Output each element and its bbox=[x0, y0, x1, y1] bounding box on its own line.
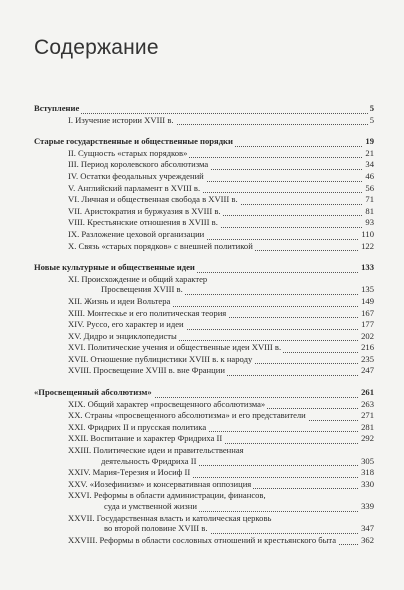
toc-entry[interactable] bbox=[104, 522, 374, 534]
toc-entry[interactable] bbox=[68, 398, 374, 410]
toc-entry-title: XXVI. Реформы в области администрации, финансов, bbox=[68, 490, 266, 501]
toc-entry-title: Вступление bbox=[34, 103, 80, 113]
toc-entry-title: «Просвещенный абсолютизм» bbox=[34, 387, 152, 398]
toc-page-number: 318 bbox=[361, 467, 374, 478]
toc-page-number: 149 bbox=[361, 295, 374, 306]
toc-entry[interactable] bbox=[68, 170, 374, 182]
toc-page-number: 202 bbox=[361, 330, 374, 341]
page-title: Содержание bbox=[34, 36, 159, 59]
toc-section[interactable] bbox=[34, 261, 374, 273]
toc-entry-title: XVI. Политические учения и общественные идеи XVIII в. bbox=[68, 342, 282, 353]
toc-entry-title: I. Изучение истории XVIII в. bbox=[68, 114, 174, 125]
toc-page-number: 122 bbox=[361, 240, 374, 251]
toc-entry[interactable] bbox=[68, 330, 374, 342]
toc-entry-title: XI. Происхождение и общий характер bbox=[68, 273, 208, 284]
toc-entry-title: V. Английский парламент в XVIII в. bbox=[68, 182, 201, 193]
toc-entry-title: XXI. Фридрих II и прусская политика bbox=[68, 421, 207, 432]
toc-entry-title: XXIII. Политические идеи и правительственная bbox=[68, 445, 244, 456]
toc-entry-title: XIV. Руссо, его характер и идеи bbox=[68, 319, 184, 330]
toc-entry-title: XXII. Воспитание и характер Фридриха II bbox=[68, 433, 223, 444]
toc-entry-title: во второй половине XVIII в. bbox=[104, 523, 208, 534]
toc-page-number: 177 bbox=[361, 319, 374, 330]
toc-entry[interactable] bbox=[68, 307, 374, 319]
toc-entry[interactable] bbox=[68, 147, 374, 159]
toc-page-number: 362 bbox=[361, 534, 374, 545]
toc-entry-title: IX. Разложение цеховой организации bbox=[68, 228, 205, 239]
toc-page-number: 133 bbox=[361, 262, 374, 273]
toc-entry[interactable] bbox=[68, 364, 374, 376]
toc-page-number: 330 bbox=[361, 478, 374, 489]
toc-entry-title: VI. Личная и общественная свобода в XVIII в. bbox=[68, 194, 238, 205]
section-gap bbox=[34, 376, 374, 386]
section-gap bbox=[34, 125, 374, 135]
toc-entry[interactable] bbox=[101, 283, 374, 295]
toc-entry[interactable] bbox=[68, 158, 374, 170]
toc-entry-title: XVII. Отношение публицистики XVIII в. к народу bbox=[68, 353, 253, 364]
toc-entry-title: II. Сущность «старых порядков» bbox=[68, 147, 188, 158]
toc-page-number: 93 bbox=[365, 217, 374, 228]
toc-entry[interactable] bbox=[68, 432, 374, 444]
toc-page-number: 21 bbox=[365, 147, 374, 158]
toc-entry-title: XVIII. Просвещение XVIII в. вне Франции bbox=[68, 365, 225, 376]
toc-entry-title: III. Период королевского абсолютизма bbox=[68, 159, 209, 170]
toc-page-number: 305 bbox=[361, 455, 374, 466]
toc-entry[interactable] bbox=[68, 318, 374, 330]
toc-entry[interactable] bbox=[104, 500, 374, 512]
toc-page-number: 167 bbox=[361, 307, 374, 318]
toc-entry[interactable] bbox=[68, 421, 374, 433]
section-gap bbox=[34, 251, 374, 261]
toc-entry[interactable] bbox=[68, 409, 374, 421]
toc-page-number: 247 bbox=[361, 365, 374, 376]
toc-entry-title: Просвещения XVIII в. bbox=[101, 284, 183, 295]
toc-page-number: 34 bbox=[365, 159, 374, 170]
toc-entry-title: VII. Аристократия и буржуазия в XVIII в. bbox=[68, 205, 221, 216]
toc-entry[interactable] bbox=[68, 489, 374, 500]
toc-entry[interactable] bbox=[68, 114, 374, 126]
toc-page-number: 339 bbox=[361, 501, 374, 511]
toc-page-number: 5 bbox=[369, 103, 374, 113]
toc-entry-title: XIII. Монтескье и его политическая теория bbox=[68, 307, 227, 318]
toc-entry[interactable] bbox=[68, 295, 374, 307]
toc-page-number: 5 bbox=[369, 114, 374, 125]
toc-page-number: 110 bbox=[361, 228, 374, 239]
toc-page-number: 56 bbox=[365, 182, 374, 193]
toc-page-number: 261 bbox=[361, 387, 374, 398]
toc-entry[interactable] bbox=[68, 512, 374, 523]
toc-page-number: 263 bbox=[361, 398, 374, 409]
toc-entry[interactable] bbox=[68, 182, 374, 194]
toc-page-number: 281 bbox=[361, 421, 374, 432]
toc-entry-title: X. Связь «старых порядков» с внешней политикой bbox=[68, 240, 253, 251]
toc-entry-title: XXIV. Мария-Терезия и Иосиф II bbox=[68, 467, 191, 478]
toc-page-number: 292 bbox=[361, 433, 374, 444]
toc-page-number: 216 bbox=[361, 342, 374, 353]
toc-entry-title: Новые культурные и общественные идеи bbox=[34, 262, 195, 273]
toc-entry[interactable] bbox=[101, 455, 374, 467]
toc-page-number: 81 bbox=[365, 205, 374, 216]
table-of-contents bbox=[34, 102, 374, 545]
toc-section[interactable] bbox=[34, 386, 374, 398]
toc-section[interactable] bbox=[34, 102, 374, 114]
toc-section[interactable] bbox=[34, 135, 374, 147]
toc-entry[interactable] bbox=[68, 534, 374, 546]
toc-entry-title: деятельность Фридриха II bbox=[101, 455, 197, 466]
toc-entry-title: суда и умственной жизни bbox=[104, 501, 197, 511]
toc-entry[interactable] bbox=[68, 466, 374, 478]
toc-entry[interactable] bbox=[68, 478, 374, 490]
toc-page-number: 135 bbox=[361, 284, 374, 295]
toc-entry[interactable] bbox=[68, 273, 374, 284]
toc-page-number: 71 bbox=[365, 194, 374, 205]
toc-entry[interactable] bbox=[68, 193, 374, 205]
toc-entry[interactable] bbox=[68, 228, 374, 240]
toc-entry[interactable] bbox=[68, 205, 374, 217]
toc-page-number: 271 bbox=[361, 410, 374, 421]
toc-page-number: 46 bbox=[365, 170, 374, 181]
toc-entry[interactable] bbox=[68, 240, 374, 252]
toc-entry[interactable] bbox=[68, 444, 374, 455]
toc-entry-title: Старые государственные и общественные порядки bbox=[34, 136, 233, 147]
toc-entry-title: XXVIII. Реформы в области сословных отношений и крестьянского быта bbox=[68, 534, 337, 545]
toc-entry[interactable] bbox=[68, 216, 374, 228]
toc-entry-title: IV. Остатки феодальных учреждений bbox=[68, 170, 204, 181]
toc-entry[interactable] bbox=[68, 341, 374, 353]
toc-entry-title: XXV. «Иозефинизм» и консервативная оппозиция bbox=[68, 478, 252, 489]
toc-entry-title: XV. Дидро и энциклопедисты bbox=[68, 330, 177, 341]
toc-page-number: 19 bbox=[365, 136, 374, 147]
toc-entry-title: XII. Жизнь и идеи Вольтера bbox=[68, 295, 171, 306]
toc-entry-title: XX. Страны «просвещенного абсолютизма» и его представители bbox=[68, 410, 306, 421]
toc-entry[interactable] bbox=[68, 353, 374, 365]
toc-page-number: 347 bbox=[361, 523, 374, 534]
toc-entry-title: XIX. Общий характер «просвещенного абсолютизма» bbox=[68, 398, 266, 409]
toc-page-number: 235 bbox=[361, 353, 374, 364]
toc-entry-title: XXVII. Государственная власть и католическая церковь bbox=[68, 512, 272, 523]
toc-entry-title: VIII. Крестьянские отношения в XVIII в. bbox=[68, 217, 218, 228]
